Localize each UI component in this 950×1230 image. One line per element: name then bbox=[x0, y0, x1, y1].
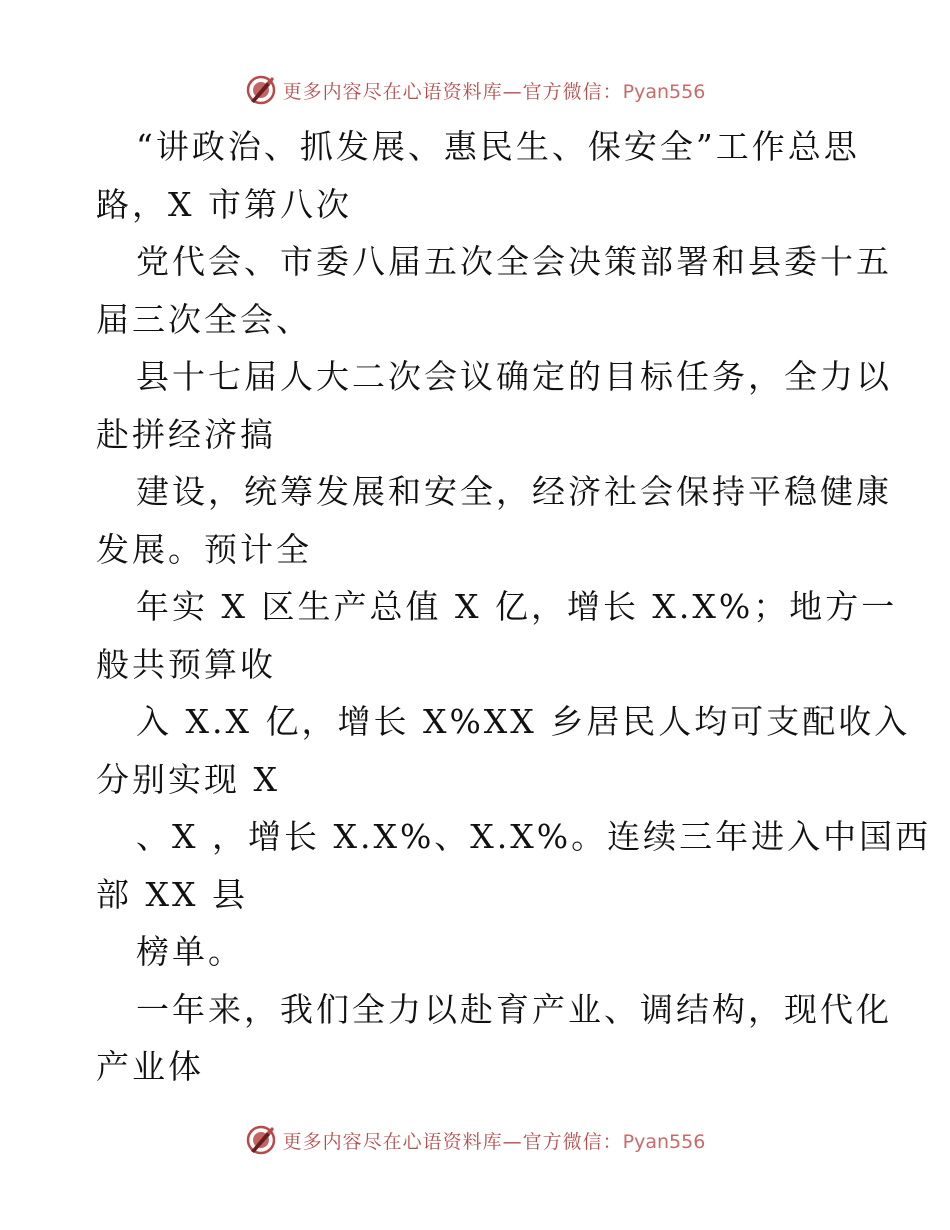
text-line: 路，X 市第八次 bbox=[96, 184, 352, 224]
text-line: 一年来，我们全力以赴育产业、调结构，现代化 bbox=[136, 989, 892, 1029]
text-line: 届三次全会、 bbox=[96, 299, 312, 339]
text-line: 年实 X 区生产总值 X 亿，增长 X.X%；地方一 bbox=[136, 587, 898, 626]
text-line: 部 XX 县 bbox=[96, 874, 248, 914]
text-line: 分别实现 X bbox=[96, 759, 280, 799]
watermark-wechat-id: Pyan556 bbox=[622, 80, 706, 103]
watermark-wechat-id: Pyan556 bbox=[622, 1130, 706, 1153]
text-line: 榜单。 bbox=[136, 932, 244, 971]
text-line: 、X ，增长 X.X%、X.X%。连续三年进入中国西 bbox=[136, 817, 932, 856]
text-line: 县十七届人大二次会议确定的目标任务，全力以 bbox=[136, 357, 892, 396]
watermark-label: 更多内容尽在心语资料库—官方微信： bbox=[282, 80, 623, 103]
footer-watermark bbox=[0, 1120, 950, 1160]
quill-pen-circle-icon bbox=[245, 74, 277, 106]
text-line: 产业体 bbox=[96, 1047, 204, 1086]
watermark-text bbox=[283, 1127, 706, 1154]
text-line: 发展。预计全 bbox=[96, 529, 312, 569]
text-line: 入 X.X 亿，增长 X%XX 乡居民人均可支配收入 bbox=[136, 702, 911, 741]
document-body bbox=[96, 118, 932, 1096]
header-watermark bbox=[0, 70, 950, 110]
text-line: 建设，统筹发展和安全，经济社会保持平稳健康 bbox=[136, 472, 892, 511]
text-line: “讲政治、抓发展、惠民生、保安全”工作总思 bbox=[136, 127, 860, 166]
text-line: 般共预算收 bbox=[96, 644, 276, 684]
text-line: 赴拼经济搞 bbox=[96, 414, 276, 454]
text-line: 党代会、市委八届五次全会决策部署和县委十五 bbox=[136, 242, 892, 281]
watermark-text bbox=[283, 77, 706, 104]
quill-pen-circle-icon bbox=[245, 1124, 277, 1156]
watermark-label: 更多内容尽在心语资料库—官方微信： bbox=[282, 1130, 623, 1153]
